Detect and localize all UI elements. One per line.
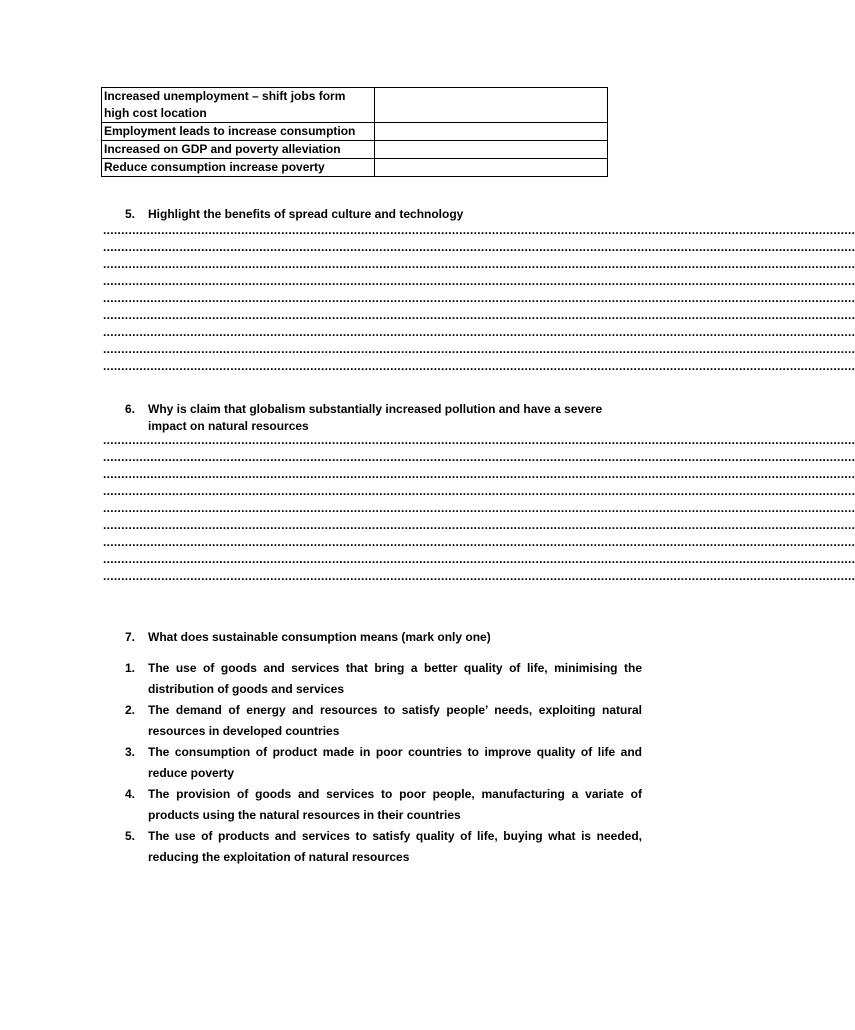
question-7 [125,629,645,646]
question-text: Why is claim that globalism substantially increased pollution and have a severe impact on natural resources [148,402,603,433]
answer-line[interactable]: ............................................................................................................................................................................................................... [103,484,855,498]
table-cell-statement: Increased unemployment – shift jobs form high cost location [102,88,375,123]
answer-line[interactable]: ............................................................................................................................................................................................................... [103,433,855,447]
answer-line[interactable]: ............................................................................................................................................................................................................... [103,325,855,339]
answer-line[interactable]: ............................................................................................................................................................................................................... [103,274,855,288]
table-cell-statement: Increased on GDP and poverty alleviation [102,141,375,159]
answer-line[interactable]: ............................................................................................................................................................................................................... [103,450,855,464]
answer-line[interactable]: ............................................................................................................................................................................................................... [103,535,855,549]
table-cell-answer[interactable] [375,88,608,123]
answer-line[interactable]: ............................................................................................................................................................................................................... [103,342,855,356]
option-number: 3. [125,745,136,759]
table-cell-answer[interactable] [375,141,608,159]
option-3[interactable] [125,742,642,784]
answer-line[interactable]: ............................................................................................................................................................................................................... [103,257,855,271]
option-text: The demand of energy and resources to satisfy people’ needs, exploiting natural resources in developed countries [148,703,642,738]
question-number: 7. [125,630,136,644]
option-text: The provision of goods and services to poor people, manufacturing a variate of products using the natural resources in their countries [148,787,642,822]
table-row [102,88,608,123]
answer-line[interactable]: ............................................................................................................................................................................................................... [103,569,855,583]
table-row [102,141,608,159]
table-cell-statement: Employment leads to increase consumption [102,123,375,141]
table-row [102,123,608,141]
answer-line[interactable]: ............................................................................................................................................................................................................... [103,308,855,322]
table-cell-answer[interactable] [375,159,608,177]
answer-line[interactable]: ............................................................................................................................................................................................................... [103,291,855,305]
option-number: 1. [125,661,136,675]
question-number: 6. [125,402,136,416]
question-text: What does sustainable consumption means (mark only one) [148,630,491,644]
answer-line[interactable]: ............................................................................................................................................................................................................... [103,467,855,481]
option-text: The use of products and services to satisfy quality of life, buying what is needed, reducing the exploitation of natural resources [148,829,642,864]
table-cell-answer[interactable] [375,123,608,141]
answer-line[interactable]: ............................................................................................................................................................................................................... [103,552,855,566]
option-text: The consumption of product made in poor countries to improve quality of life and reduce poverty [148,745,642,780]
option-number: 5. [125,829,136,843]
answer-line[interactable]: ............................................................................................................................................................................................................... [103,223,855,237]
impact-table [101,87,608,177]
answer-line[interactable]: ............................................................................................................................................................................................................... [103,240,855,254]
answer-line[interactable]: ............................................................................................................................................................................................................... [103,518,855,532]
question-5 [125,206,645,223]
option-1[interactable] [125,658,642,700]
table-cell-statement: Reduce consumption increase poverty [102,159,375,177]
question-text: Highlight the benefits of spread culture and technology [148,207,464,221]
option-5[interactable] [125,826,642,868]
answer-line[interactable]: ............................................................................................................................................................................................................... [103,501,855,515]
option-4[interactable] [125,784,642,826]
question-6 [125,401,625,435]
option-text: The use of goods and services that bring a better quality of life, minimising the distribution of goods and services [148,661,642,696]
question-number: 5. [125,207,136,221]
answer-line[interactable]: ............................................................................................................................................................................................................... [103,359,855,373]
option-2[interactable] [125,700,642,742]
option-number: 2. [125,703,136,717]
option-number: 4. [125,787,136,801]
table-row [102,159,608,177]
